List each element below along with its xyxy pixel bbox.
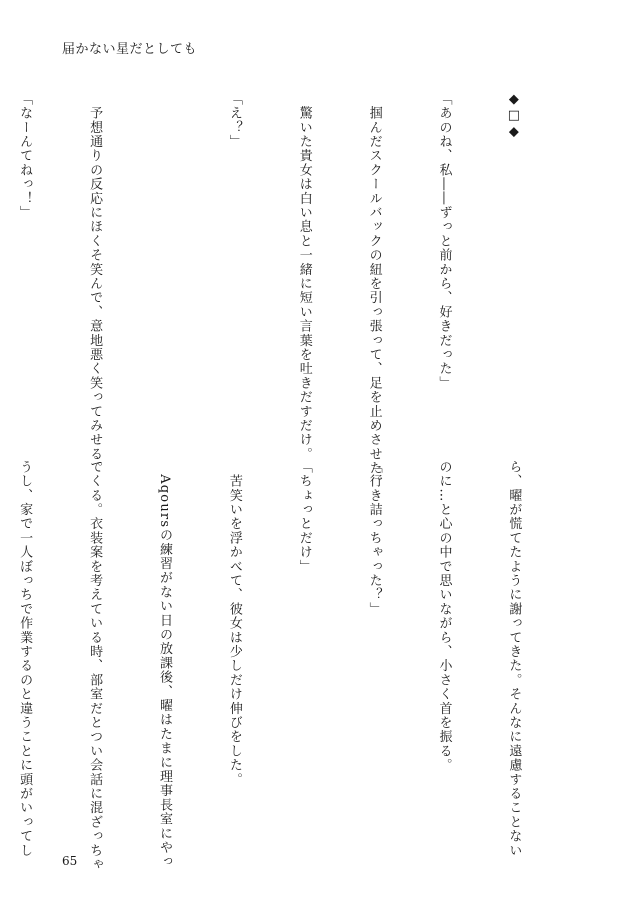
text-line: 「え？」 bbox=[226, 92, 242, 149]
text-line: 予想通りの反応にほくそ笑んで、意地悪く笑ってみせる。 bbox=[87, 92, 103, 476]
running-header-title: 届かない星だとしても bbox=[62, 42, 198, 57]
text-line: Aqoursの練習がない日の放課後、曜はたまに理事長室にやっ bbox=[156, 460, 172, 869]
text-line: のに…と心の中で思いながら、小さく首を振る。 bbox=[436, 460, 452, 773]
text-line: 驚いた貴女は白い息と一緒に短い言葉を吐きだすだけ。 bbox=[296, 92, 312, 462]
text-line: 「行き詰っちゃった？」 bbox=[366, 460, 382, 617]
text-line: 掴んだスクールバックの紐を引っ張って、足を止めさせた。 bbox=[366, 92, 382, 490]
text-line: ら、曜が慌てたように謝ってきた。そんなに遠慮することない bbox=[506, 460, 522, 858]
text-line: 「なーんてねっ！」 bbox=[17, 92, 33, 220]
text-line: ◆□◆ bbox=[506, 92, 522, 141]
text-line: 「ちょっとだけ」 bbox=[296, 460, 312, 574]
text-line bbox=[153, 92, 176, 442]
text-line: 苦笑いを浮かべて、彼女は少しだけ伸びをした。 bbox=[226, 460, 242, 787]
text-line: 「あのね、私――ずっと前から、好きだった」 bbox=[436, 92, 452, 391]
text-line: うし、家で一人ぼっちで作業するのと違うことに頭がいってし bbox=[17, 460, 33, 858]
page-number: 65 bbox=[62, 854, 78, 868]
text-block-top bbox=[0, 92, 572, 490]
text-line: てくる。衣装案を考えている時、部室だとつい会話に混ざっちゃ bbox=[87, 460, 103, 872]
